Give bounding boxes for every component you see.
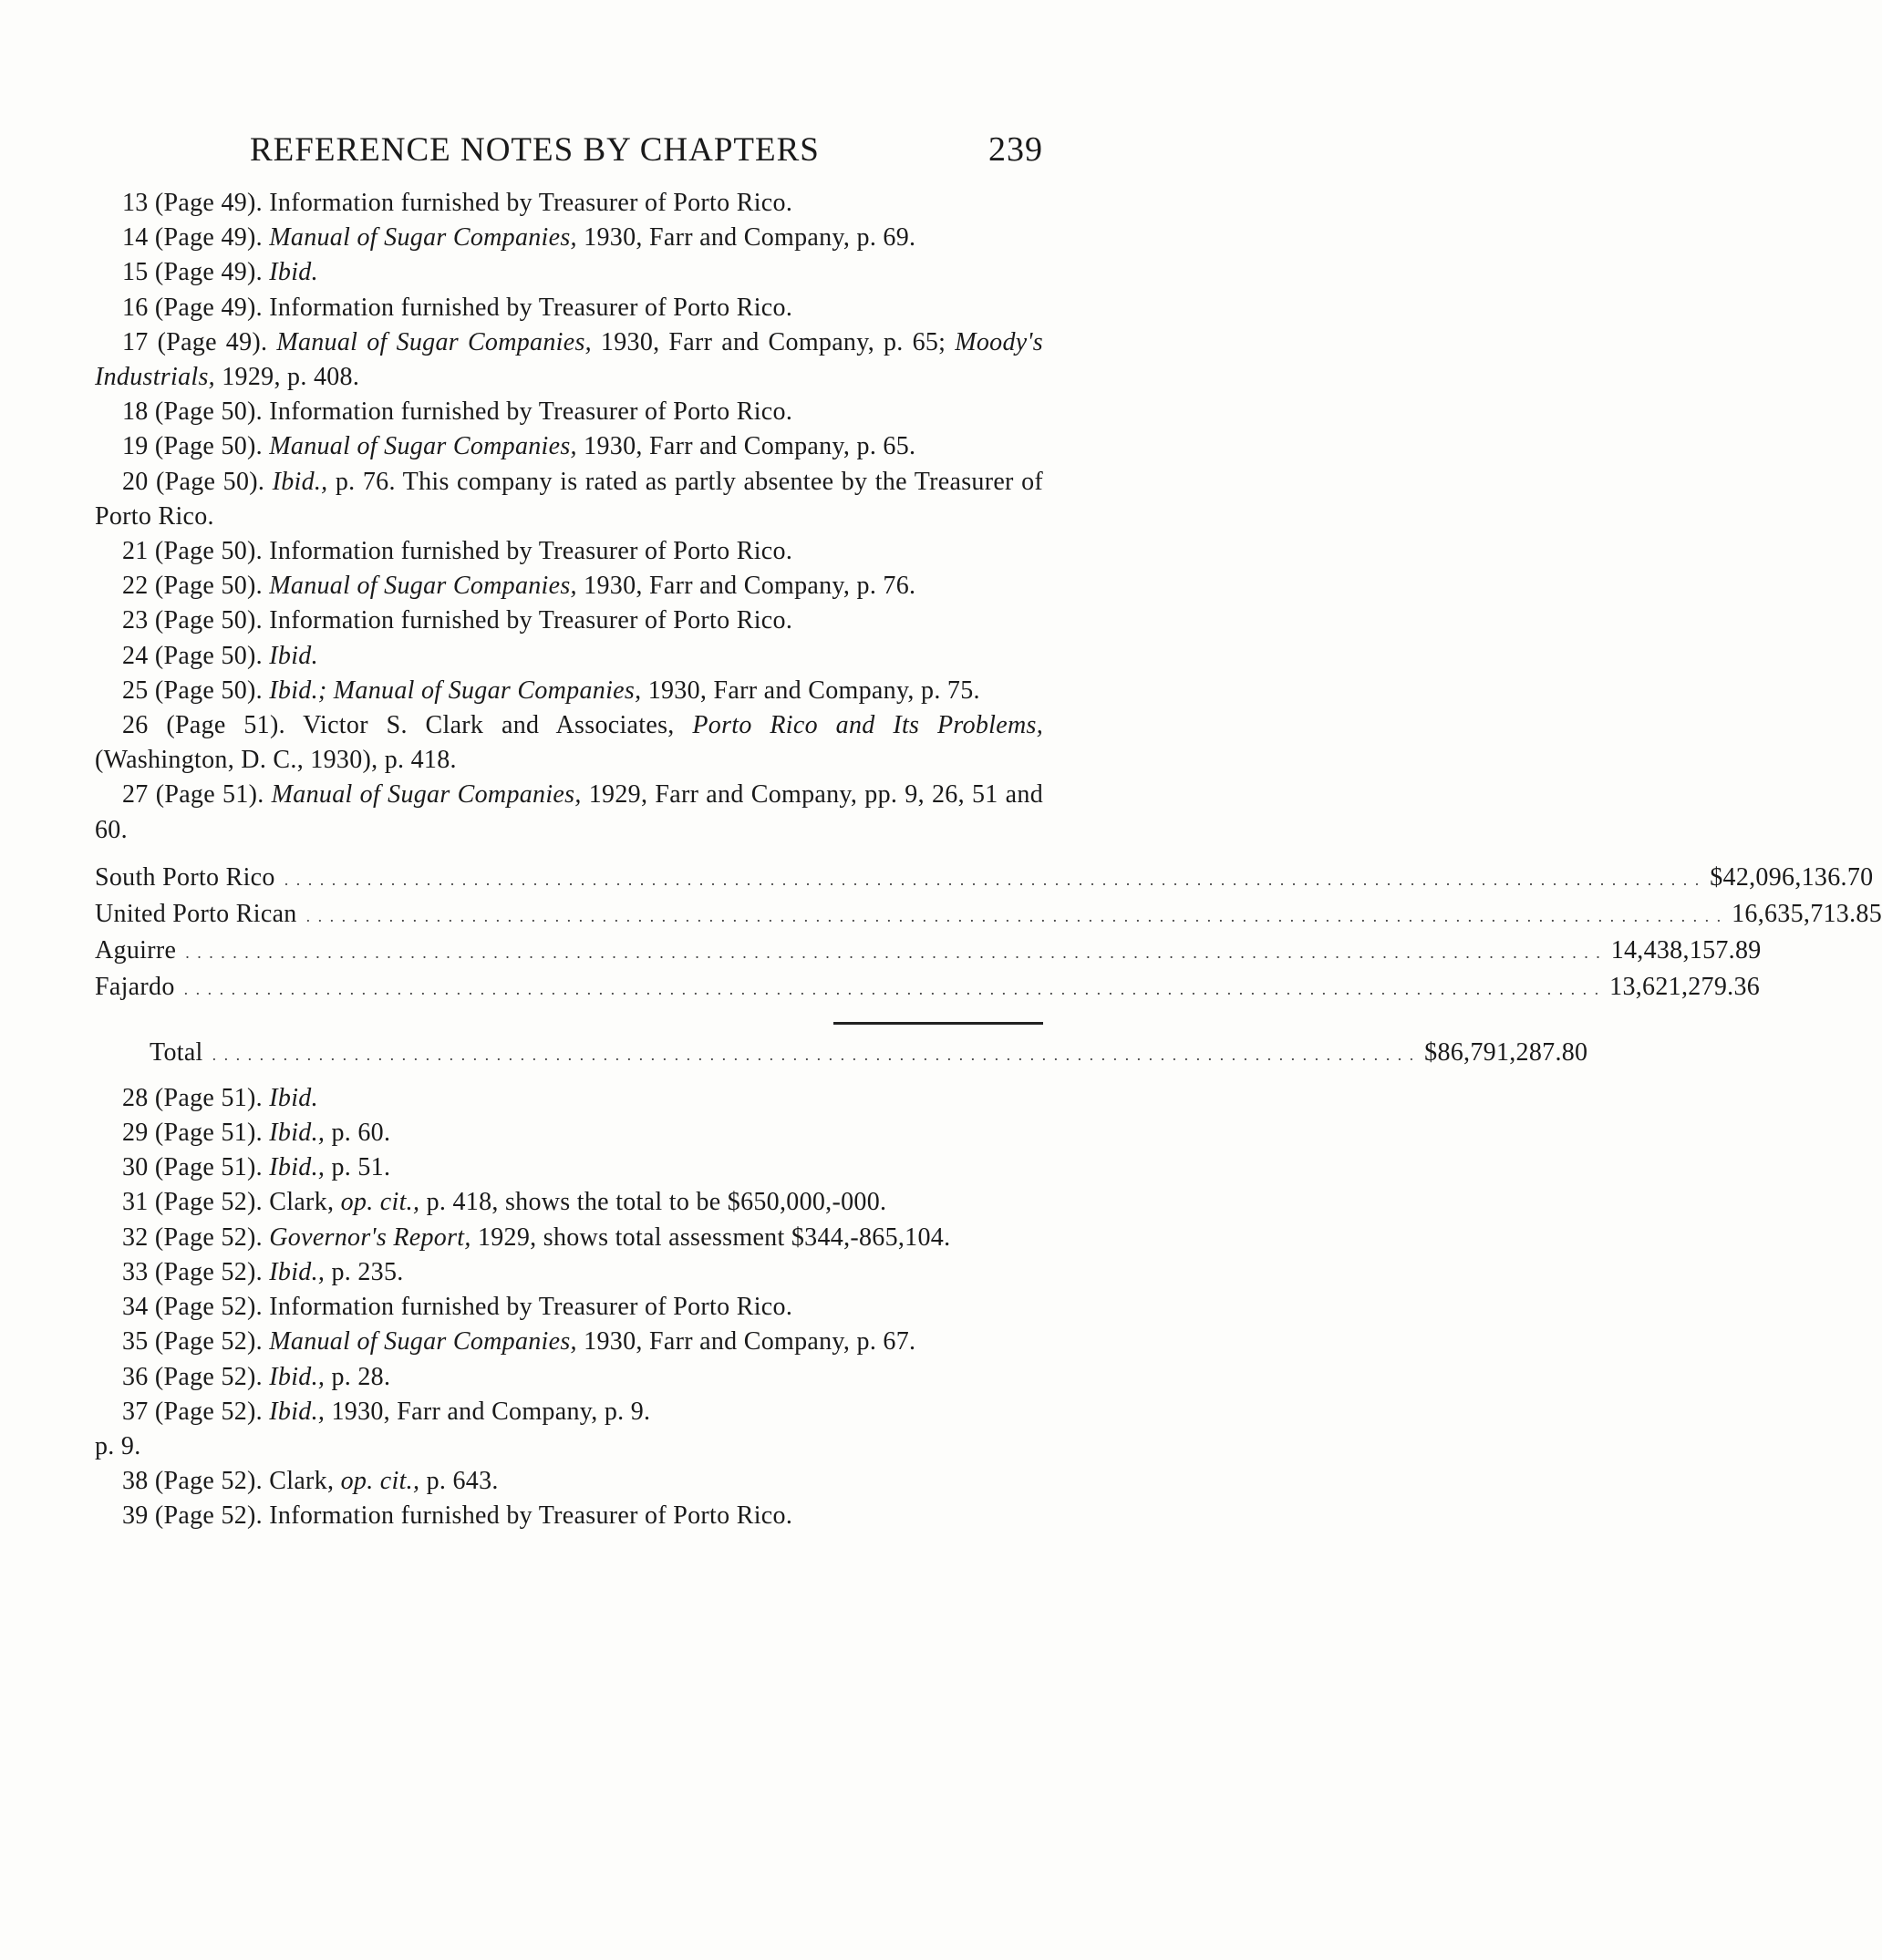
company-amount: 13,621,279.36 bbox=[1609, 973, 1761, 1002]
reference-note: 25 (Page 50). Ibid.; Manual of Sugar Companies, 1930, Farr and Company, p. 75. bbox=[122, 676, 980, 705]
table-row bbox=[95, 934, 1762, 970]
reference-note: 22 (Page 50). Manual of Sugar Companies, 1930, Farr and Company, p. 76. bbox=[122, 572, 916, 601]
reference-note: 16 (Page 49). Information furnished by Treasurer of Porto Rico. bbox=[122, 293, 793, 322]
reference-note: 29 (Page 51). Ibid., p. 60. bbox=[122, 1119, 391, 1148]
reference-note: 15 (Page 49). Ibid. bbox=[122, 258, 318, 287]
reference-note: 24 (Page 50). Ibid. bbox=[122, 641, 318, 670]
sugar-company-table bbox=[95, 861, 1882, 1072]
company-amount: 16,635,713.85 bbox=[1732, 900, 1882, 929]
running-head bbox=[95, 129, 1043, 186]
leader-dots: . . . . . . . . . . . . . . . . . . . . . . . . . . . . . . . . . . . . . . . . . . . . . . . . . . . . . . . . . . . . . . . . . . . . . . . . . . . . . . . . . . . . . . . . . . . . . . . . . . . . . . . . . . . . . . . . . . . . . . . . bbox=[185, 944, 1602, 963]
reference-note: 35 (Page 52). Manual of Sugar Companies, 1930, Farr and Company, p. 67. bbox=[122, 1327, 916, 1357]
reference-note: 39 (Page 52). Information furnished by Treasurer of Porto Rico. bbox=[122, 1501, 793, 1531]
table-total-row bbox=[95, 1036, 1588, 1072]
book-page bbox=[95, 129, 1882, 1534]
total-rule bbox=[833, 1022, 1043, 1025]
company-name: United Porto Rican bbox=[95, 900, 297, 929]
notes-list-part-1 bbox=[95, 186, 1043, 848]
company-amount: 14,438,157.89 bbox=[1610, 936, 1762, 965]
chapter-heading: REFERENCE NOTES BY CHAPTERS bbox=[250, 131, 820, 169]
reference-note: 20 (Page 50). Ibid., p. 76. This company is rated as partly absentee by the Treasurer of Porto Rico. bbox=[95, 467, 1044, 531]
total-amount: $86,791,287.80 bbox=[1424, 1037, 1588, 1067]
reference-note: 31 (Page 52). Clark, op. cit., p. 418, shows the total to be $650,000,-000. bbox=[122, 1188, 887, 1217]
reference-note: 23 (Page 50). Information furnished by Treasurer of Porto Rico. bbox=[122, 606, 793, 635]
leader-dots: . . . . . . . . . . . . . . . . . . . . . . . . . . . . . . . . . . . . . . . . . . . . . . . . . . . . . . . . . . . . . . . . . . . . . . . . . . . . . . . . . . . . . . . . . . . . . . . . . . . . . . . . . . . . . . . . . . . . . . . . bbox=[284, 870, 1701, 889]
reference-note: 36 (Page 52). Ibid., p. 28. bbox=[122, 1362, 391, 1391]
notes-list-part-2 bbox=[95, 1081, 1043, 1534]
leader-dots: . . . . . . . . . . . . . . . . . . . . . . . . . . . . . . . . . . . . . . . . . . . . . . . . . . . . . . . . . . . . . . . . . . . . . . . . . . . . . . . . . . . . . . . . . . . . . . . . . . . . . . bbox=[212, 1045, 1416, 1064]
table-row bbox=[95, 970, 1761, 1006]
reference-note: 18 (Page 50). Information furnished by Treasurer of Porto Rico. bbox=[122, 397, 793, 427]
reference-note: 27 (Page 51). Manual of Sugar Companies, 1929, Farr and Company, pp. 9, 26, 51 and 60. bbox=[95, 780, 1043, 844]
reference-note: 17 (Page 49). Manual of Sugar Companies, 1930, Farr and Company, p. 65; Moody's Industrials, 1929, p. 408. bbox=[95, 327, 1043, 392]
reference-note: 37 (Page 52). Ibid., 1930, Farr and Company, p. 9. p. 9. bbox=[95, 1397, 651, 1460]
page-number: 239 bbox=[988, 130, 1043, 169]
company-name: Aguirre bbox=[95, 936, 177, 965]
reference-note: 30 (Page 51). Ibid., p. 51. bbox=[122, 1153, 391, 1182]
reference-note: 26 (Page 51). Victor S. Clark and Associates, Porto Rico and Its Problems, (Washington, D. C., 1930), p. 418. bbox=[95, 711, 1043, 775]
company-name: Fajardo bbox=[95, 973, 175, 1002]
reference-note: 38 (Page 52). Clark, op. cit., p. 643. bbox=[122, 1467, 499, 1496]
reference-note: 21 (Page 50). Information furnished by Treasurer of Porto Rico. bbox=[122, 537, 793, 566]
leader-dots: . . . . . . . . . . . . . . . . . . . . . . . . . . . . . . . . . . . . . . . . . . . . . . . . . . . . . . . . . . . . . . . . . . . . . . . . . . . . . . . . . . . . . . . . . . . . . . . . . . . . . . . . . . . . . . . . . . . . . . . . bbox=[183, 980, 1601, 999]
company-amount: $42,096,136.70 bbox=[1710, 862, 1874, 892]
reference-note: 28 (Page 51). Ibid. bbox=[122, 1083, 318, 1112]
reference-note: 14 (Page 49). Manual of Sugar Companies, 1930, Farr and Company, p. 69. bbox=[122, 223, 916, 253]
total-label: Total bbox=[150, 1037, 203, 1067]
table-row bbox=[95, 897, 1882, 934]
reference-note: 32 (Page 52). Governor's Report, 1929, shows total assessment $344,-865,104. bbox=[122, 1222, 951, 1252]
reference-note: 33 (Page 52). Ibid., p. 235. bbox=[122, 1257, 404, 1286]
leader-dots: . . . . . . . . . . . . . . . . . . . . . . . . . . . . . . . . . . . . . . . . . . . . . . . . . . . . . . . . . . . . . . . . . . . . . . . . . . . . . . . . . . . . . . . . . . . . . . . . . . . . . . . . . . . . . . . . . . . . . . . . bbox=[305, 907, 1723, 926]
company-name: South Porto Rico bbox=[95, 862, 275, 892]
reference-note: 13 (Page 49). Information furnished by Treasurer of Porto Rico. bbox=[122, 189, 793, 217]
table-row bbox=[95, 861, 1874, 897]
reference-note: 34 (Page 52). Information furnished by Treasurer of Porto Rico. bbox=[122, 1293, 793, 1322]
reference-note: 19 (Page 50). Manual of Sugar Companies, 1930, Farr and Company, p. 65. bbox=[122, 432, 916, 461]
